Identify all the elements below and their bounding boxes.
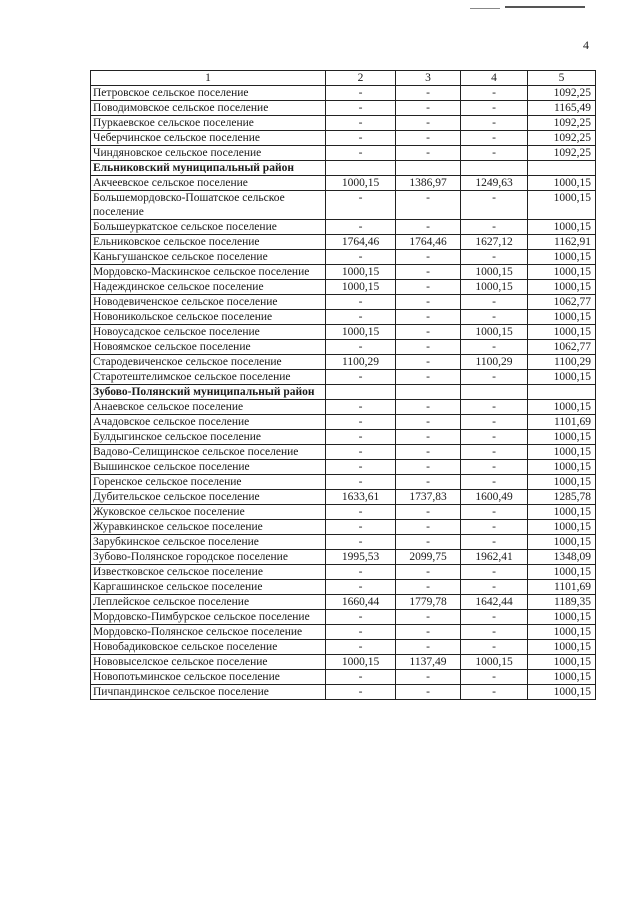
settlement-name-cell: Старотештелимское сельское поселение (91, 370, 326, 385)
value-cell-c3: - (396, 325, 461, 340)
table-row (91, 565, 596, 580)
value-cell-c5: 1101,69 (528, 415, 596, 430)
value-cell-c5 (528, 385, 596, 400)
value-cell-c3: - (396, 625, 461, 640)
value-cell-c4: - (461, 685, 528, 700)
value-cell-c4: 1962,41 (461, 550, 528, 565)
page-number: 4 (583, 38, 589, 52)
table-row (91, 505, 596, 520)
value-cell-c2: - (326, 415, 396, 430)
value-cell-c2: 1100,29 (326, 355, 396, 370)
value-cell-c5: 1062,77 (528, 340, 596, 355)
value-cell-c5: 1000,15 (528, 325, 596, 340)
value-cell-c3: 1386,97 (396, 176, 461, 191)
value-cell-c3: - (396, 146, 461, 161)
settlement-name-cell: Вадово-Селищинское сельское поселение (91, 445, 326, 460)
settlement-name-cell: Надеждинское сельское поселение (91, 280, 326, 295)
value-cell-c3: - (396, 415, 461, 430)
value-cell-c3 (396, 161, 461, 176)
settlement-name-cell: Ельниковское сельское поселение (91, 235, 326, 250)
settlement-name-cell: Леплейское сельское поселение (91, 595, 326, 610)
table-row (91, 430, 596, 445)
value-cell-c3: - (396, 370, 461, 385)
settlement-name-cell: Зубово-Полянский муниципальный район (91, 385, 326, 400)
value-cell-c2 (326, 385, 396, 400)
value-cell-c3: - (396, 250, 461, 265)
value-cell-c3: - (396, 670, 461, 685)
value-cell-c4: 1000,15 (461, 325, 528, 340)
value-cell-c2: 1000,15 (326, 655, 396, 670)
settlement-name-cell: Каньгушанское сельское поселение (91, 250, 326, 265)
value-cell-c4: - (461, 131, 528, 146)
value-cell-c3: - (396, 355, 461, 370)
value-cell-c5: 1000,15 (528, 475, 596, 490)
value-cell-c5: 1000,15 (528, 535, 596, 550)
value-cell-c5: 1000,15 (528, 670, 596, 685)
value-cell-c5: 1092,25 (528, 116, 596, 131)
value-cell-c2: - (326, 191, 396, 220)
table-row (91, 580, 596, 595)
table-row (91, 146, 596, 161)
table-row (91, 101, 596, 116)
value-cell-c2: - (326, 131, 396, 146)
table-row (91, 310, 596, 325)
settlement-name-cell: Акчеевское сельское поселение (91, 176, 326, 191)
value-cell-c2: - (326, 116, 396, 131)
value-cell-c2: - (326, 101, 396, 116)
value-cell-c3: - (396, 265, 461, 280)
settlement-name-cell: Новопотьминское сельское поселение (91, 670, 326, 685)
value-cell-c4: - (461, 415, 528, 430)
value-cell-c2: 1000,15 (326, 176, 396, 191)
value-cell-c3: - (396, 685, 461, 700)
table-row (91, 355, 596, 370)
value-cell-c4: - (461, 116, 528, 131)
value-cell-c5: 1100,29 (528, 355, 596, 370)
value-cell-c4: - (461, 430, 528, 445)
value-cell-c5: 1000,15 (528, 565, 596, 580)
value-cell-c5: 1000,15 (528, 655, 596, 670)
value-cell-c2: - (326, 670, 396, 685)
value-cell-c2: - (326, 370, 396, 385)
value-cell-c5: 1000,15 (528, 400, 596, 415)
value-cell-c5: 1000,15 (528, 685, 596, 700)
value-cell-c3: - (396, 505, 461, 520)
value-cell-c2: 1000,15 (326, 265, 396, 280)
table-row (91, 460, 596, 475)
value-cell-c5: 1000,15 (528, 250, 596, 265)
table-row (91, 625, 596, 640)
value-cell-c2: - (326, 460, 396, 475)
settlement-name-cell: Большеуркатское сельское поселение (91, 220, 326, 235)
value-cell-c4: - (461, 340, 528, 355)
value-cell-c3 (396, 385, 461, 400)
settlement-name-cell: Вышинское сельское поселение (91, 460, 326, 475)
table-row (91, 670, 596, 685)
value-cell-c2: 1000,15 (326, 280, 396, 295)
table-row (91, 640, 596, 655)
column-header: 1 (91, 71, 326, 86)
column-header: 4 (461, 71, 528, 86)
value-cell-c2: - (326, 535, 396, 550)
value-cell-c2: - (326, 86, 396, 101)
settlement-name-cell: Жуковское сельское поселение (91, 505, 326, 520)
value-cell-c4: - (461, 370, 528, 385)
value-cell-c4: 1627,12 (461, 235, 528, 250)
value-cell-c5: 1062,77 (528, 295, 596, 310)
value-cell-c3: - (396, 131, 461, 146)
value-cell-c2: - (326, 310, 396, 325)
value-cell-c3: 1137,49 (396, 655, 461, 670)
value-cell-c5: 1285,78 (528, 490, 596, 505)
value-cell-c5: 1000,15 (528, 280, 596, 295)
table-row (91, 550, 596, 565)
value-cell-c4: - (461, 520, 528, 535)
value-cell-c4: - (461, 86, 528, 101)
value-cell-c2: - (326, 505, 396, 520)
value-cell-c2: - (326, 610, 396, 625)
value-cell-c5: 1092,25 (528, 146, 596, 161)
value-cell-c3: - (396, 280, 461, 295)
table-row (91, 265, 596, 280)
table-row (91, 490, 596, 505)
value-cell-c5: 1000,15 (528, 640, 596, 655)
value-cell-c5 (528, 161, 596, 176)
district-header-row (91, 385, 596, 400)
value-cell-c2: - (326, 250, 396, 265)
value-cell-c5: 1189,35 (528, 595, 596, 610)
value-cell-c4: - (461, 295, 528, 310)
table-row (91, 415, 596, 430)
settlement-name-cell: Дубительское сельское поселение (91, 490, 326, 505)
table-row (91, 595, 596, 610)
value-cell-c4: - (461, 191, 528, 220)
value-cell-c4 (461, 161, 528, 176)
settlement-name-cell: Анаевское сельское поселение (91, 400, 326, 415)
value-cell-c3: - (396, 520, 461, 535)
value-cell-c2: - (326, 685, 396, 700)
settlement-name-cell: Мордовско-Пимбурское сельское поселение (91, 610, 326, 625)
settlement-name-cell: Чиндяновское сельское поселение (91, 146, 326, 161)
value-cell-c2: - (326, 580, 396, 595)
table-row (91, 116, 596, 131)
settlement-name-cell: Горенское сельское поселение (91, 475, 326, 490)
value-cell-c5: 1092,25 (528, 131, 596, 146)
table-header-row (91, 71, 596, 86)
settlement-name-cell: Большемордовско-Пошатское сельское поселение (91, 191, 326, 220)
settlement-name-cell: Новоникольское сельское поселение (91, 310, 326, 325)
table-row (91, 325, 596, 340)
value-cell-c2: 1633,61 (326, 490, 396, 505)
table-row (91, 655, 596, 670)
settlement-name-cell: Ачадовское сельское поселение (91, 415, 326, 430)
settlement-name-cell: Стародевиченское сельское поселение (91, 355, 326, 370)
settlement-name-cell: Поводимовское сельское поселение (91, 101, 326, 116)
value-cell-c4: - (461, 250, 528, 265)
value-cell-c4: - (461, 146, 528, 161)
value-cell-c4: - (461, 460, 528, 475)
column-header: 5 (528, 71, 596, 86)
table-row (91, 220, 596, 235)
value-cell-c5: 1101,69 (528, 580, 596, 595)
value-cell-c4: - (461, 610, 528, 625)
value-cell-c2: - (326, 520, 396, 535)
value-cell-c5: 1165,49 (528, 101, 596, 116)
value-cell-c3: - (396, 565, 461, 580)
value-cell-c4: 1000,15 (461, 265, 528, 280)
settlement-name-cell: Пичпандинское сельское поселение (91, 685, 326, 700)
settlement-name-cell: Новобадиковское сельское поселение (91, 640, 326, 655)
value-cell-c4: - (461, 400, 528, 415)
table-row (91, 340, 596, 355)
settlement-name-cell: Чеберчинское сельское поселение (91, 131, 326, 146)
value-cell-c3: - (396, 295, 461, 310)
value-cell-c3: - (396, 430, 461, 445)
value-cell-c3: - (396, 310, 461, 325)
value-cell-c5: 1000,15 (528, 370, 596, 385)
table-row (91, 280, 596, 295)
value-cell-c3: - (396, 580, 461, 595)
value-cell-c5: 1000,15 (528, 460, 596, 475)
value-cell-c2: - (326, 475, 396, 490)
value-cell-c5: 1000,15 (528, 505, 596, 520)
value-cell-c3: - (396, 340, 461, 355)
value-cell-c3: 1779,78 (396, 595, 461, 610)
value-cell-c4: 1100,29 (461, 355, 528, 370)
value-cell-c5: 1000,15 (528, 430, 596, 445)
value-cell-c2: - (326, 295, 396, 310)
table-row (91, 131, 596, 146)
table-row (91, 250, 596, 265)
value-cell-c5: 1162,91 (528, 235, 596, 250)
settlement-name-cell: Пуркаевское сельское поселение (91, 116, 326, 131)
value-cell-c4: - (461, 220, 528, 235)
table-body (91, 86, 596, 700)
settlement-name-cell: Ельниковский муниципальный район (91, 161, 326, 176)
district-header-row (91, 161, 596, 176)
table-row (91, 685, 596, 700)
value-cell-c2: - (326, 430, 396, 445)
value-cell-c5: 1000,15 (528, 176, 596, 191)
value-cell-c3: 1764,46 (396, 235, 461, 250)
settlement-name-cell: Мордовско-Полянское сельское поселение (91, 625, 326, 640)
value-cell-c5: 1000,15 (528, 310, 596, 325)
value-cell-c5: 1348,09 (528, 550, 596, 565)
value-cell-c2: 1000,15 (326, 325, 396, 340)
value-cell-c4: - (461, 670, 528, 685)
value-cell-c2: - (326, 640, 396, 655)
table-row (91, 520, 596, 535)
table-row (91, 610, 596, 625)
value-cell-c4 (461, 385, 528, 400)
settlement-name-cell: Петровское сельское поселение (91, 86, 326, 101)
column-header: 3 (396, 71, 461, 86)
value-cell-c4: 1000,15 (461, 280, 528, 295)
value-cell-c2: - (326, 146, 396, 161)
value-cell-c4: - (461, 580, 528, 595)
value-cell-c4: - (461, 640, 528, 655)
table-row (91, 475, 596, 490)
value-cell-c4: - (461, 565, 528, 580)
value-cell-c4: 1000,15 (461, 655, 528, 670)
value-cell-c5: 1092,25 (528, 86, 596, 101)
scan-artifact (470, 8, 500, 9)
value-cell-c3: - (396, 640, 461, 655)
value-cell-c3: - (396, 220, 461, 235)
settlement-name-cell: Известковское сельское поселение (91, 565, 326, 580)
value-cell-c3: - (396, 445, 461, 460)
scan-artifact (505, 6, 585, 8)
value-cell-c2: - (326, 625, 396, 640)
tariff-table (90, 70, 596, 700)
value-cell-c4: - (461, 445, 528, 460)
value-cell-c4: - (461, 505, 528, 520)
value-cell-c3: - (396, 116, 461, 131)
table-row (91, 535, 596, 550)
value-cell-c5: 1000,15 (528, 191, 596, 220)
settlement-name-cell: Зубово-Полянское городское поселение (91, 550, 326, 565)
value-cell-c2: - (326, 445, 396, 460)
value-cell-c4: - (461, 310, 528, 325)
column-header: 2 (326, 71, 396, 86)
value-cell-c2: - (326, 565, 396, 580)
value-cell-c2: 1660,44 (326, 595, 396, 610)
value-cell-c2 (326, 161, 396, 176)
value-cell-c2: - (326, 400, 396, 415)
table-row (91, 235, 596, 250)
settlement-name-cell: Мордовско-Маскинское сельское поселение (91, 265, 326, 280)
settlement-name-cell: Журавкинское сельское поселение (91, 520, 326, 535)
settlement-name-cell: Новоусадское сельское поселение (91, 325, 326, 340)
settlement-name-cell: Булдыгинское сельское поселение (91, 430, 326, 445)
value-cell-c3: - (396, 400, 461, 415)
table-row (91, 176, 596, 191)
settlement-name-cell: Зарубкинское сельское поселение (91, 535, 326, 550)
settlement-name-cell: Новоямское сельское поселение (91, 340, 326, 355)
settlement-name-cell: Новодевиченское сельское поселение (91, 295, 326, 310)
table-row (91, 86, 596, 101)
value-cell-c5: 1000,15 (528, 610, 596, 625)
value-cell-c5: 1000,15 (528, 265, 596, 280)
value-cell-c4: 1600,49 (461, 490, 528, 505)
value-cell-c3: - (396, 460, 461, 475)
value-cell-c3: - (396, 86, 461, 101)
value-cell-c2: - (326, 340, 396, 355)
table-row (91, 295, 596, 310)
settlement-name-cell: Нововыселское сельское поселение (91, 655, 326, 670)
value-cell-c3: - (396, 191, 461, 220)
settlement-name-cell: Каргашинское сельское поселение (91, 580, 326, 595)
value-cell-c4: - (461, 101, 528, 116)
value-cell-c4: 1249,63 (461, 176, 528, 191)
table-row (91, 370, 596, 385)
value-cell-c3: - (396, 475, 461, 490)
value-cell-c4: - (461, 475, 528, 490)
value-cell-c3: 2099,75 (396, 550, 461, 565)
value-cell-c4: - (461, 625, 528, 640)
value-cell-c3: 1737,83 (396, 490, 461, 505)
value-cell-c3: - (396, 535, 461, 550)
value-cell-c5: 1000,15 (528, 520, 596, 535)
value-cell-c2: 1995,53 (326, 550, 396, 565)
table-row (91, 191, 596, 220)
value-cell-c5: 1000,15 (528, 220, 596, 235)
value-cell-c3: - (396, 610, 461, 625)
value-cell-c3: - (396, 101, 461, 116)
table-row (91, 400, 596, 415)
value-cell-c5: 1000,15 (528, 625, 596, 640)
table-row (91, 445, 596, 460)
value-cell-c2: - (326, 220, 396, 235)
value-cell-c4: - (461, 535, 528, 550)
value-cell-c4: 1642,44 (461, 595, 528, 610)
value-cell-c5: 1000,15 (528, 445, 596, 460)
value-cell-c2: 1764,46 (326, 235, 396, 250)
